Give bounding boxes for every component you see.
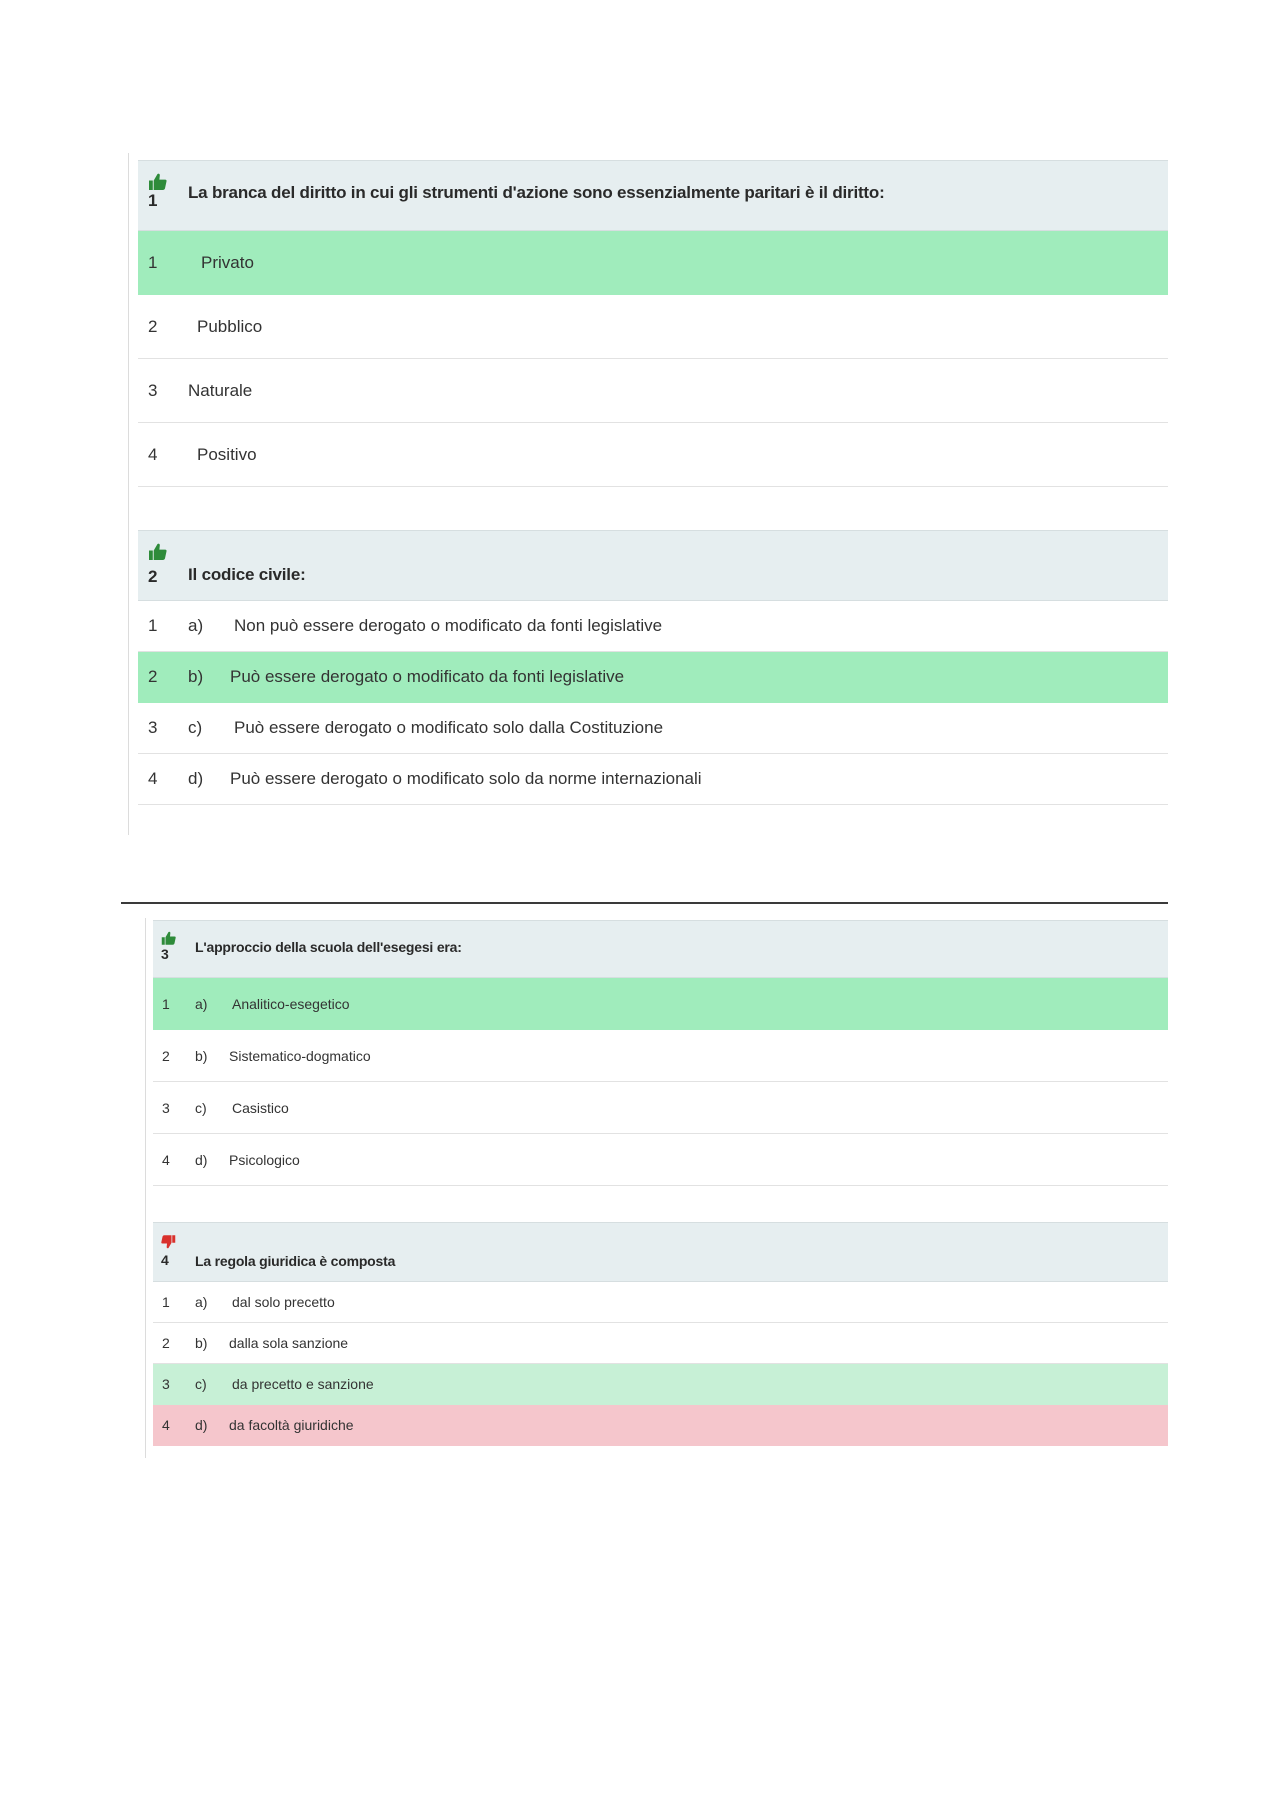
question-text: La branca del diritto in cui gli strumenti d'azione sono essenzialmente paritari è il diritto: [188, 183, 885, 202]
thumbs-up-icon [161, 931, 176, 945]
question-number: 4 [161, 1252, 169, 1268]
option-letter: a) [195, 995, 208, 1012]
option-text: Sistematico-dogmatico [229, 1047, 371, 1064]
question-number: 2 [148, 567, 158, 586]
question-1 [138, 160, 1168, 487]
option-text: Privato [201, 252, 254, 272]
option-text: Casistico [232, 1099, 289, 1116]
option-letter: c) [195, 1376, 207, 1392]
option-row[interactable]: 4 d) Psicologico [153, 1134, 1168, 1186]
option-letter: d) [195, 1417, 208, 1433]
option-letter: b) [195, 1047, 208, 1064]
question-number: 1 [148, 191, 158, 210]
question-4 [153, 1222, 1168, 1446]
option-row[interactable]: 3 c) Può essere derogato o modificato solo dalla Costituzione [138, 703, 1168, 754]
option-row[interactable]: 2 b) Può essere derogato o modificato da fonti legislative [138, 652, 1168, 703]
option-letter: d) [188, 769, 204, 788]
option-row[interactable]: 1 Privato [138, 231, 1168, 295]
option-row[interactable]: 4 d) da facoltà giuridiche [153, 1405, 1168, 1446]
option-text: Può essere derogato o modificato da fonti legislative [230, 667, 625, 686]
option-row[interactable]: 3 Naturale [138, 359, 1168, 423]
option-text: da precetto e sanzione [232, 1376, 374, 1392]
thumbs-up-icon [148, 543, 167, 560]
option-text: Naturale [188, 380, 253, 400]
option-row[interactable]: 1 a) dal solo precetto [153, 1282, 1168, 1323]
option-row[interactable]: 4 Positivo [138, 423, 1168, 487]
question-text: L'approccio della scuola dell'esegesi era: [195, 939, 462, 955]
thumbs-up-icon [148, 173, 167, 190]
option-letter: a) [195, 1294, 208, 1310]
question-header [138, 530, 1168, 601]
option-text: dal solo precetto [232, 1294, 335, 1310]
question-text: La regola giuridica è composta [195, 1253, 396, 1269]
question-header [153, 1222, 1168, 1282]
option-text: Positivo [197, 444, 257, 464]
option-text: dalla sola sanzione [229, 1335, 349, 1351]
thumbs-down-icon [161, 1235, 176, 1249]
option-row[interactable]: 3 c) Casistico [153, 1082, 1168, 1134]
option-letter: c) [195, 1099, 207, 1116]
option-text: Pubblico [197, 316, 263, 336]
option-text: Può essere derogato o modificato solo dalla Costituzione [234, 718, 664, 737]
question-2 [138, 530, 1168, 805]
question-header [153, 920, 1168, 978]
option-letter: a) [188, 616, 204, 635]
option-text: da facoltà giuridiche [229, 1417, 354, 1433]
option-row[interactable]: 2 Pubblico [138, 295, 1168, 359]
option-text: Può essere derogato o modificato solo da norme internazionali [230, 769, 702, 788]
option-text: Analitico-esegetico [232, 995, 350, 1012]
option-letter: c) [188, 718, 203, 737]
option-row[interactable]: 2 b) dalla sola sanzione [153, 1323, 1168, 1364]
option-letter: d) [195, 1151, 208, 1168]
question-header [138, 160, 1168, 231]
question-3 [153, 920, 1168, 1186]
option-row[interactable]: 2 b) Sistematico-dogmatico [153, 1030, 1168, 1082]
option-letter: b) [195, 1335, 208, 1351]
option-row[interactable]: 4 d) Può essere derogato o modificato solo da norme internazionali [138, 754, 1168, 805]
option-row[interactable]: 1 a) Analitico-esegetico [153, 978, 1168, 1030]
question-text: Il codice civile: [188, 565, 306, 584]
option-letter: b) [188, 667, 204, 686]
option-row[interactable]: 1 a) Non può essere derogato o modificato da fonti legislative [138, 601, 1168, 652]
option-text: Psicologico [229, 1151, 300, 1168]
option-row[interactable]: 3 c) da precetto e sanzione [153, 1364, 1168, 1405]
option-text: Non può essere derogato o modificato da fonti legislative [234, 616, 663, 635]
section-divider [121, 902, 1168, 904]
question-number: 3 [161, 946, 169, 962]
